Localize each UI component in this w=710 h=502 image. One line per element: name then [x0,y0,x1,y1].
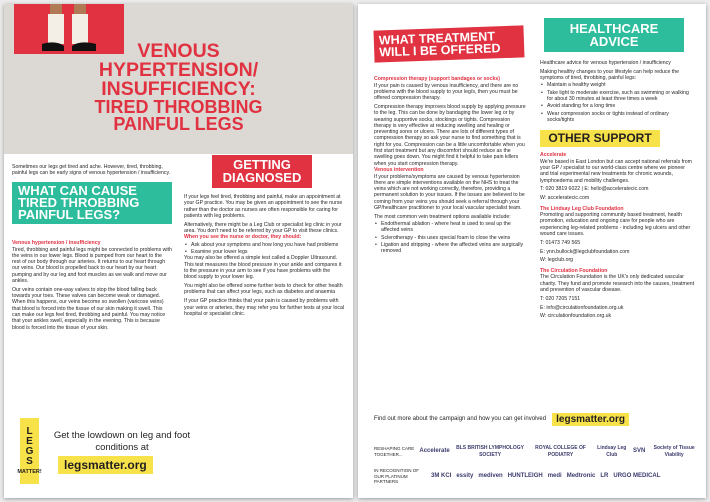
partner-logos-row-1 [374,445,698,458]
find-url[interactable]: legsmatter.org [552,413,629,426]
org-description: The Circulation Foundation is the UK's only dedicated vascular charity. They fund and promote research into the causes, treatment and prevention of vascular disease. [540,274,695,293]
cause-section [12,240,172,331]
cause-subheading: Venous hypertension / insufficiency [12,240,101,246]
partner-logo: medi [547,472,562,479]
compression-paragraph-2: Compression therapy improves blood supply by applying pressure to the leg. This can be done by bandaging the lower leg or by wearing supportive socks, stockings or tights. Compression therapy is very effective at reducing swelling and healing or preventing sores or ulcers. There are lots of different types of compression therapy so ask your nurse to find something that is right for you. Compression can be a little uncomfortable when you first start treatment but any discomfort should reduce as the swelling goes down. You might find it helpful to take pain killers when you start compression therapy. [374,103,526,167]
subtitle-line-1: TIRED THROBBING [94,97,263,117]
org-name: Accelerate [540,152,567,159]
diag-bullet-list [184,242,344,256]
org-contact: T: 020 7205 7151 [540,295,581,302]
diag-paragraph-5: If your GP practice thinks that your pain is caused by problems with your veins or arteries, they may refer you for further tests at your local hospital or specialist clinic. [184,298,345,317]
cause-paragraph-1: Tired, throbbing and painful legs might be connected to problems with the veins in our lower legs. Blood is pumped from our heart to the rest of our body through our arteries. It returns to our heart through our veins. Our blood is propelled back to our heart by our heart pumping and by our leg and foot muscles as we walk and move our ankles. [12,246,172,285]
list-item: • Wear compression socks or tights instead of ordinary socks/tights [540,111,695,124]
list-item: • Avoid standing for a long time [540,103,695,109]
list-item: • Maintain a healthy weight [540,82,695,88]
list-item: • Endothermal ablation - where heat is used to seal up the affected veins [374,221,526,234]
diag-paragraph-4: You might also be offered some further tests to check for other health problems that can affect your legs, such as diabetes and anaemia [184,283,343,296]
list-item: • Ligation and stripping - where the affected veins are surgically removed [374,242,526,255]
partner-logo: Medtronic [566,472,596,479]
diagnosed-section [184,194,344,317]
list-item: • Ask about your symptoms and how long you have had problems [184,242,344,248]
list-item: • Sclerotherapy - this uses special foam to close the veins [374,235,526,241]
partner-logo: LR [600,472,609,479]
title-line-3: INSUFFICIENCY: [101,78,256,100]
treatment-bullet-list [374,221,526,254]
badge-letter: S [26,456,33,467]
list-item: • Examine your lower legs [184,249,344,255]
venous-paragraph-2: The most common vein treatment options available include: [374,213,511,220]
org-description: We're based in East London but can accept national referrals from your GP / specialist to our world-class centre where we pioneer and trial experimental new treatments for chronic wounds, lymphoedema and mobility challenges. [540,158,692,184]
org-contact[interactable]: E: ynn.bullock@legclubfoundation.com [540,248,630,255]
intro-text: Sometimes our legs get tired and ache. However, tired, throbbing, painful legs can be early signs of venous hypertension / insufficiency. [12,164,171,177]
badge-word: MATTER! [17,469,42,475]
compression-subheading: Compression therapy (support bandages or socks) [374,76,500,82]
badge-letter: G [25,446,34,457]
find-text: Find out more about the campaign and how you can get involved [374,416,547,422]
find-out-more [374,413,698,426]
partner-logo: Lindsay Leg Club [597,445,627,458]
venous-intervention-subheading: Venous intervention [374,166,424,173]
partner-logo: Society of Tissue Viability [653,445,695,458]
diag-paragraph-2: Alternatively, there might be a Leg Club or specialist leg clinic in your area. You don't need to be referred by your GP to visit these clinics. [184,221,342,234]
badge-letter: L [26,426,33,437]
venous-paragraph-1: If your problems/symptoms are caused by venous hypertension there are simple interventions available on the NHS to treat the veins which are not working correctly, therefore, providing a permanent solution to your issues. If the issues are believed to be coming from your veins you should seek a referral through your GP/healthcare practitioner to your local vascular specialist team. [374,173,525,212]
cause-heading: WHAT CAN CAUSE TIRED THROBBING PAINFUL LEGS? [12,182,172,224]
list-item: • Take light to moderate exercise, such as swimming or walking for about 30 minutes at least three times a week [540,90,695,103]
org-contact: T: 01473 749 565 [540,239,581,246]
title-line-2: HYPERTENSION/ [98,59,259,81]
page-title [4,42,353,133]
org-name: The Circulation Foundation [540,267,608,274]
org-contact[interactable]: W: circulationfoundation.org.uk [540,313,612,320]
partner-logo: SVN [632,448,646,455]
diagnosed-heading: GETTING DIAGNOSED [212,155,312,188]
diag-paragraph-3: You may also be offered a simple test called a Doppler Ultrasound. This test measures the blood pressure in your ankle and compares it to the pressure in your arm to see if you have problems with the blood supply to your lower leg. [184,255,342,281]
treatment-section [374,76,526,255]
partner-logo: 3M KCI [431,472,452,479]
badge-letter: E [26,436,33,447]
reshaping-label: RESHAPING CARE TOGETHER... [374,446,415,457]
org-description: Promoting and supporting community based treatment, health promotion, education and ongoing care for people who are experiencing leg-related problems - including leg ulcers and other wound care issues. [540,212,691,238]
platinum-label: IN RECOGNITION OF OUR PLATINUM PARTNERS [374,468,419,484]
org-legclub [540,206,695,264]
footer-text: Get the lowdown on leg and foot conditions at [53,430,191,453]
treatment-heading: WHAT TREATMENT WILL I BE OFFERED [373,25,524,62]
health-bullet-list [540,82,695,123]
org-circulation [540,268,695,320]
partner-logo: URGO MEDICAL [613,472,661,479]
partner-logo: BLS BRITISH LYMPHOLOGY SOCIETY [456,445,525,458]
org-contact[interactable]: W: legclub.org [540,257,574,264]
legs-matter-badge [17,418,42,484]
title-line-1: VENOUS [137,40,220,62]
healthcare-heading: HEALTHCARE ADVICE [544,18,684,52]
healthcare-section [540,60,695,324]
health-paragraph-2: Making healthy changes to your lifestyle can help reduce the symptoms of tired, throbbing, painful legs: [540,68,679,82]
footer-url[interactable]: legsmatter.org [58,456,153,474]
partner-logo: mediven [478,472,503,479]
other-support-heading: OTHER SUPPORT [540,130,660,147]
org-contact[interactable]: E: info@circulationfoundation.org.uk [540,304,624,311]
partner-logo: essity [456,472,474,479]
cause-paragraph-2: Our veins contain one-way valves to stop the blood falling back towards your toes. These valves can become weak or damaged. When this happens, our veins become so swollen (varicose veins) that blood is forced into the tissue of our skin making it swell. This can make our legs feel tired, throbbing and painful. You may notice that your ankles swell, especially in the evening. This is because blood is forced into the tissue of your skin. [12,286,166,331]
org-contact: T: 020 3819 6022 | E: hello@acceleratecic.com [540,186,649,193]
partner-logos-row-2 [374,468,698,484]
health-paragraph-1: Healthcare advice for venous hypertension / insufficiency [540,60,671,66]
org-accelerate [540,152,695,201]
subtitle-line-2: PAINFUL LEGS [113,114,244,134]
partner-logo: Accelerate [419,448,450,455]
compression-paragraph-1: If your pain is caused by venous insufficiency, and there are no problems with the blood supply to your leg/s, then you must be offered compression therapy. [374,82,519,102]
footer-callout [12,418,191,484]
diag-paragraph-1: If your legs feel tired, throbbing and painful, make an appointment at your GP practice. You may be given an appointment to see the nurse rather than the doctor as nurses are often responsible for caring for patients with leg problems. [184,194,343,219]
right-page [358,4,706,498]
partner-logo: HUNTLEIGH [507,472,543,479]
org-contact[interactable]: W: acceleratecic.com [540,195,590,202]
org-name: The Lindsay Leg Club Foundation [540,205,624,212]
partner-logo: ROYAL COLLEGE OF PODIATRY [535,445,586,458]
diag-subheading: When you see the nurse or doctor, they should: [184,234,302,241]
left-page [4,4,353,498]
